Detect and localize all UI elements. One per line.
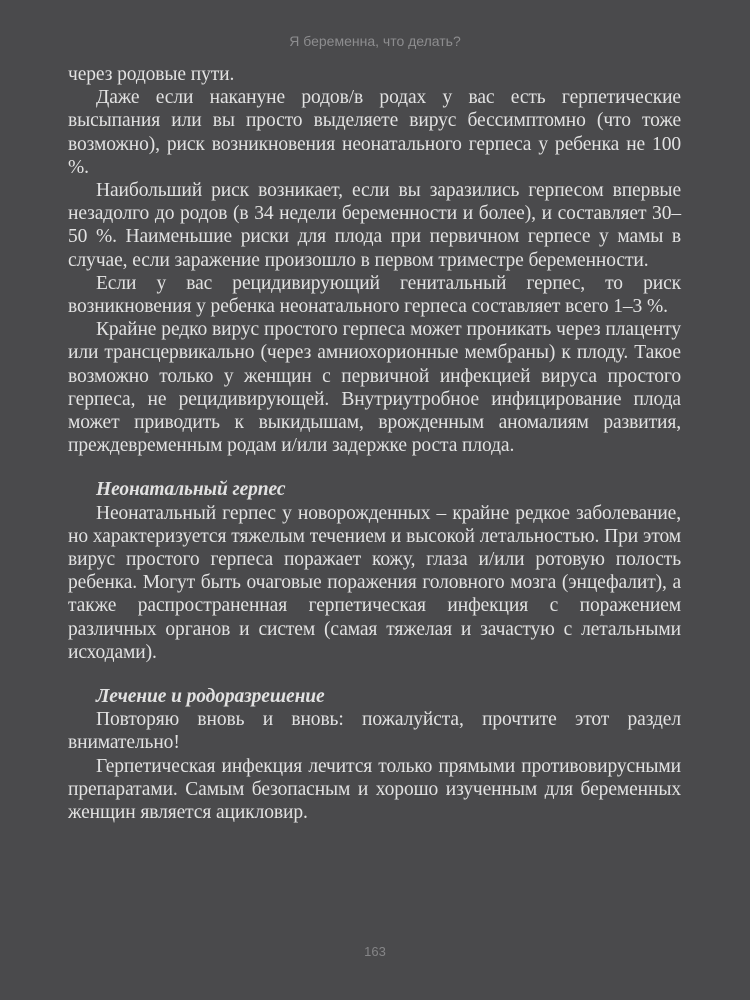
paragraph: Наибольший риск возникает, если вы заразились герпесом впервые незадолго до родов (в 34 недели беременности и более), и составляет 30–50 %. Наименьшие риски для плода при первичном герпесе у мамы в случае, если заражение произошло в первом триместре беременности. [68,180,681,271]
running-header-title: Я беременна, что делать? [289,33,461,49]
paragraph: Даже если накануне родов/в родах у вас есть герпетические высыпания или вы просто выделяете вирус бессимптомно (что тоже возможно), риск возникновения неонатального герпеса у ребенка не 100 %. [68,87,681,178]
paragraph: Герпетическая инфекция лечится только прямыми противовирусными препаратами. Самым безопасным и хорошо изученным для беременных женщин является ацикловир. [68,755,681,824]
page-body [68,63,681,824]
page-number: 163 [364,944,386,959]
paragraph-continuation: через родовые пути. [68,64,235,85]
section-heading-treatment: Лечение и родоразрешение [96,686,325,708]
paragraph: Повторяю вновь и вновь: пожалуйста, прочтите этот раздел внимательно! [68,709,681,754]
paragraph: Если у вас рецидивирующий генитальный герпес, то риск возникновения у ребенка неонатального герпеса составляет всего 1–3 %. [68,272,681,318]
paragraph: Крайне редко вирус простого герпеса может проникать через плаценту или трансцервикально (через амниохорионные мембраны) к плоду. Такое возможно только у женщин с первичной инфекцией вируса простого герпеса, не рецидивирующей. Внутриутробное инфицирование плода может приводить к выкидышам, врожденным аномалиям развития, преждевременным родам и/или задержке роста плода. [68,319,681,457]
section-heading-neonatal-herpes: Неонатальный герпес [96,479,286,501]
paragraph: Неонатальный герпес у новорожденных – крайне редкое заболевание, но характеризуется тяжелым течением и высокой летальностью. При этом вирус простого герпеса поражает кожу, глаза и/или ротовую полость ребенка. Могут быть очаговые поражения головного мозга (энцефалит), а также распространенная герпетическая инфекция с поражением различных органов и систем (самая тяжелая и зачастую с летальными исходами). [68,502,681,663]
